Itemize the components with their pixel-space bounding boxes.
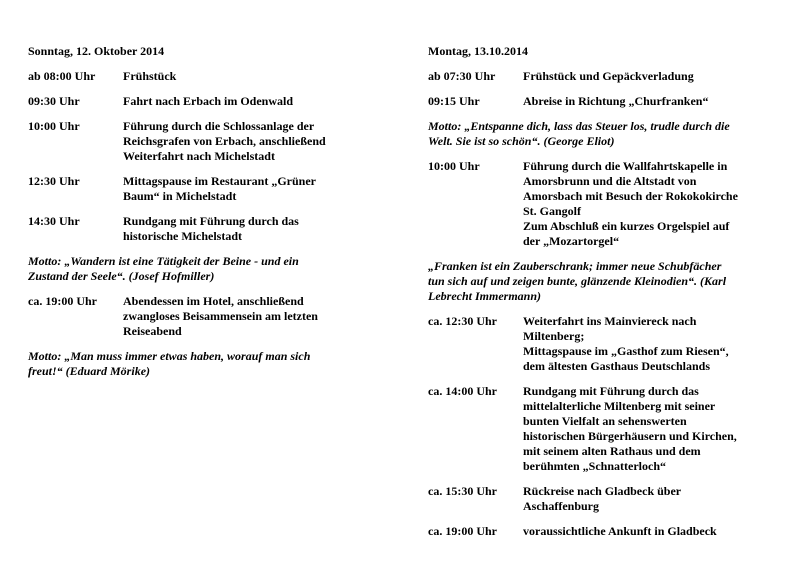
- event-description: [123, 119, 368, 164]
- schedule-row: [28, 94, 368, 109]
- motto-quote: [428, 259, 788, 304]
- event-line: Reiseabend: [123, 324, 182, 338]
- event-line: historische Michelstadt: [123, 229, 242, 243]
- event-line: Miltenberg;: [523, 329, 585, 343]
- event-line: dem ältesten Gasthaus Deutschlands: [523, 359, 711, 373]
- event-line: Führung durch die Schlossanlage der: [123, 119, 315, 133]
- schedule-row: [28, 119, 368, 164]
- motto-line: Motto: „Man muss immer etwas haben, worauf man sich: [28, 349, 311, 363]
- event-line: St. Gangolf: [523, 204, 582, 218]
- event-line: mit seinem alten Rathaus und dem: [523, 444, 701, 458]
- event-time: 12:30 Uhr: [28, 174, 80, 188]
- motto-quote: [28, 349, 368, 379]
- event-line: bunten Vielfalt an sehenswerten: [523, 414, 687, 428]
- event-time: 09:30 Uhr: [28, 94, 80, 108]
- schedule-row: [28, 214, 368, 244]
- event-line: voraussichtliche Ankunft in Gladbeck: [523, 524, 717, 538]
- event-time: ca. 19:00 Uhr: [428, 524, 497, 538]
- event-line: Abreise in Richtung „Churfranken“: [523, 94, 709, 108]
- event-time: 14:30 Uhr: [28, 214, 80, 228]
- event-time: ca. 14:00 Uhr: [428, 384, 497, 398]
- event-line: mittelalterliche Miltenberg mit seiner: [523, 399, 716, 413]
- motto-line: Welt. Sie ist so schön“. (George Eliot): [428, 134, 615, 148]
- event-line: Mittagspause im „Gasthof zum Riesen“,: [523, 344, 729, 358]
- schedule-row: [28, 174, 368, 204]
- schedule-row: [428, 384, 788, 474]
- event-time: 10:00 Uhr: [28, 119, 80, 133]
- motto-quote: [28, 254, 368, 284]
- event-description: [123, 69, 368, 84]
- event-line: berühmten „Schnatterloch“: [523, 459, 666, 473]
- event-line: Rundgang mit Führung durch das: [523, 384, 699, 398]
- event-description: [123, 174, 368, 204]
- motto-line: Zustand der Seele“. (Josef Hofmiller): [28, 269, 215, 283]
- event-description: [523, 484, 788, 514]
- event-time: 10:00 Uhr: [428, 159, 480, 173]
- event-line: Amorsbach mit Besuch der Rokokokirche: [523, 189, 738, 203]
- event-line: Amorsbrunn und die Altstadt von: [523, 174, 697, 188]
- event-description: [523, 69, 788, 84]
- schedule-row: [428, 484, 788, 514]
- event-line: Baum“ in Michelstadt: [123, 189, 237, 203]
- event-description: [123, 294, 368, 339]
- schedule-row: [428, 159, 788, 249]
- event-time: ca. 12:30 Uhr: [428, 314, 497, 328]
- schedule-row: [428, 524, 788, 539]
- event-line: Frühstück und Gepäckverladung: [523, 69, 694, 83]
- event-line: Aschaffenburg: [523, 499, 600, 513]
- motto-line: tun sich auf und zeigen bunte, glänzende Kleinodien“. (Karl: [428, 274, 727, 288]
- motto-quote: [428, 119, 788, 149]
- event-time: 09:15 Uhr: [428, 94, 480, 108]
- motto-line: freut!“ (Eduard Mörike): [28, 364, 151, 378]
- event-line: Rückreise nach Gladbeck über: [523, 484, 682, 498]
- event-time: ab 07:30 Uhr: [428, 69, 496, 83]
- motto-line: Motto: „Wandern ist eine Tätigkeit der Beine - und ein: [28, 254, 299, 268]
- day2-schedule: [428, 44, 788, 549]
- event-description: [123, 94, 368, 109]
- schedule-row: [428, 314, 788, 374]
- event-line: Reichsgrafen von Erbach, anschließend: [123, 134, 326, 148]
- schedule-row: [28, 294, 368, 339]
- event-line: historischen Bürgerhäusern und Kirchen,: [523, 429, 737, 443]
- event-line: Zum Abschluß ein kurzes Orgelspiel auf: [523, 219, 730, 233]
- day1-title: Sonntag, 12. Oktober 2014: [28, 44, 165, 58]
- schedule-row: [28, 69, 368, 84]
- event-line: Rundgang mit Führung durch das: [123, 214, 299, 228]
- event-description: [523, 384, 788, 474]
- event-line: zwangloses Beisammensein am letzten: [123, 309, 318, 323]
- event-time: ca. 19:00 Uhr: [28, 294, 97, 308]
- event-time: ca. 15:30 Uhr: [428, 484, 497, 498]
- schedule-row: [428, 69, 788, 84]
- day2-title: Montag, 13.10.2014: [428, 44, 528, 58]
- event-line: Mittagspause im Restaurant „Grüner: [123, 174, 316, 188]
- event-line: Fahrt nach Erbach im Odenwald: [123, 94, 294, 108]
- motto-line: „Franken ist ein Zauberschrank; immer neue Schubfächer: [428, 259, 722, 273]
- event-line: Führung durch die Wallfahrtskapelle in: [523, 159, 728, 173]
- event-line: Abendessen im Hotel, anschließend: [123, 294, 304, 308]
- event-description: [123, 214, 368, 244]
- day1-schedule: [28, 44, 368, 389]
- schedule-row: [428, 94, 788, 109]
- event-description: [523, 524, 788, 539]
- event-time: ab 08:00 Uhr: [28, 69, 96, 83]
- event-line: Frühstück: [123, 69, 177, 83]
- event-line: Weiterfahrt ins Mainviereck nach: [523, 314, 697, 328]
- event-description: [523, 314, 788, 374]
- motto-line: Motto: „Entspanne dich, lass das Steuer los, trudle durch die: [428, 119, 730, 133]
- event-description: [523, 159, 788, 249]
- event-line: der „Mozartorgel“: [523, 234, 620, 248]
- motto-line: Lebrecht Immermann): [428, 289, 541, 303]
- event-description: [523, 94, 788, 109]
- event-line: Weiterfahrt nach Michelstadt: [123, 149, 275, 163]
